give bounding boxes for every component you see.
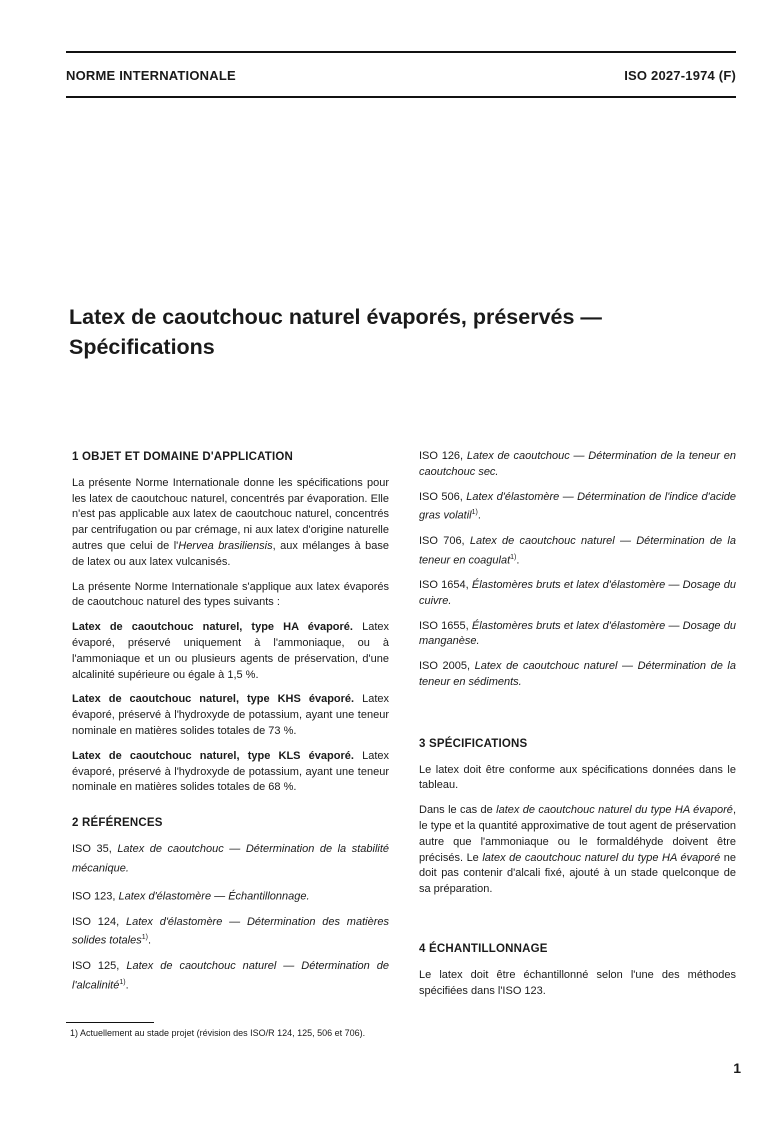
section-1-p1-text-b: , aux mélanges à base de latex ou aux latex vulcanisés. xyxy=(72,539,389,568)
reference-number: ISO 126, xyxy=(419,450,467,462)
reference-item xyxy=(419,659,736,691)
type-ha-paragraph xyxy=(72,620,389,683)
type-khs-text: Latex évaporé, préservé à l'hydroxyde de potassium, ayant une teneur nominale en matières solides totales de 73 %. xyxy=(72,693,389,737)
section-3-paragraph-1: Le latex doit être conforme aux spécifications données dans le tableau. xyxy=(419,763,736,792)
title-line-1: Latex de caoutchouc naturel évaporés, préservés — xyxy=(69,305,602,329)
section-4-paragraph-1: Le latex doit être échantillonné selon l'une des méthodes spécifiées dans l'ISO 123. xyxy=(419,968,736,997)
reference-title: Élastomères bruts et latex d'élastomère — Dosage du manganèse. xyxy=(419,619,736,648)
reference-item: ISO 125, Latex de caoutchouc naturel — Détermination de l'alcalinité$^{1)}$. xyxy=(72,959,389,992)
reference-note: 1) xyxy=(471,509,478,517)
reference-title: Latex de caoutchouc — Détermination de la stabilité mécanique. xyxy=(72,842,389,875)
title-line-2: Spécifications xyxy=(69,335,215,359)
reference-number: ISO 1654, xyxy=(419,579,472,592)
reference-number: ISO 35, xyxy=(72,842,118,855)
reference-note: 1) xyxy=(141,934,148,942)
page-number: 1 xyxy=(733,1060,741,1076)
document-title xyxy=(69,302,709,362)
reference-item: ISO 706, Latex de caoutchouc naturel — Détermination de la teneur en coagulat$^{1)}$. xyxy=(419,534,736,567)
reference-title: Latex d'élastomère — Échantillonnage. xyxy=(118,890,310,903)
reference-number: ISO 123, xyxy=(72,890,119,903)
section-3-p2-italic-1: latex de caoutchouc naturel du type HA évaporé xyxy=(496,804,733,817)
type-kls-label: Latex de caoutchouc naturel, type KLS évaporé. xyxy=(72,749,354,762)
reference-number: ISO 506, xyxy=(419,490,467,503)
section-1-heading: 1 OBJET ET DOMAINE D'APPLICATION xyxy=(72,451,294,463)
section-3-paragraph-2 xyxy=(419,803,736,898)
reference-title: Latex de caoutchouc naturel — Détermination de l'alcalinité xyxy=(72,959,389,992)
reference-item: ISO 124, Latex d'élastomère — Détermination des matières solides totales$^{1)}$. xyxy=(72,915,389,948)
section-1-p1-text-a: La présente Norme Internationale donne les spécifications pour les latex de caoutchouc naturel, concentrés par évaporation. Elle n'est pas applicable aux latex de caoutchouc naturel, concentrés par centrifugation ou par crémage, ni aux latex d'origine naturelle autres que celui de l' xyxy=(72,476,389,552)
footnote: 1) Actuellement au stade projet (révision des ISO/R 124, 125, 506 et 706). xyxy=(70,1028,366,1038)
section-1-paragraph-1 xyxy=(72,476,389,571)
type-ha-label: Latex de caoutchouc naturel, type HA évaporé. xyxy=(72,621,353,634)
type-ha-text: Latex évaporé, préservé uniquement à l'ammoniaque, ou à l'ammoniaque et un ou plusieurs agents de préservation, d'une alcalinité supérieure ou égale à 1,5 %. xyxy=(72,621,389,681)
reference-title: Latex de caoutchouc naturel — Détermination de la teneur en coagulat xyxy=(419,534,736,567)
section-3-p2-text-a: Dans le cas de xyxy=(419,804,497,817)
right-column xyxy=(419,449,736,1008)
reference-number: ISO 125, xyxy=(72,959,127,972)
reference-title: Latex d'élastomère — Détermination de l'indice d'acide gras volatil xyxy=(419,490,736,523)
type-khs-label: Latex de caoutchouc naturel, type KHS évaporé. xyxy=(72,693,355,706)
reference-item xyxy=(72,886,389,905)
reference-number: ISO 124, xyxy=(72,915,126,928)
reference-number: ISO 1655, xyxy=(419,619,472,632)
reference-number: ISO 706, xyxy=(419,534,470,547)
reference-item: ISO 506, Latex d'élastomère — Détermination de l'indice d'acide gras volatil$^{1)}$. xyxy=(419,490,736,523)
reference-item xyxy=(419,619,736,651)
section-1-p1-italic: Hervea brasiliensis xyxy=(178,539,273,552)
section-4-heading: 4 ÉCHANTILLONNAGE xyxy=(419,943,548,956)
section-3-p2-text-c: ne doit pas contenir d'alcali fixé, ajouté à un stade quelconque de sa préparation. xyxy=(419,851,737,896)
section-3-heading: 3 SPÉCIFICATIONS xyxy=(419,737,528,750)
header-left: NORME INTERNATIONALE xyxy=(66,68,236,83)
reference-title: Latex de caoutchouc — Détermination de la teneur en caoutchouc sec. xyxy=(419,450,736,478)
type-khs-paragraph xyxy=(72,692,389,739)
type-kls-text: Latex évaporé, préservé à l'hydroxyde de potassium, ayant une teneur nominale en matières solides totales de 68 %. xyxy=(72,749,390,794)
left-column xyxy=(72,450,389,1003)
header-right: ISO 2027-1974 (F) xyxy=(624,68,736,83)
header-bottom-rule xyxy=(66,96,736,98)
footnote-rule xyxy=(66,1022,154,1023)
reference-item xyxy=(72,842,389,877)
reference-note: 1) xyxy=(510,553,517,561)
reference-title: Latex de caoutchouc naturel — Détermination de la teneur en sédiments. xyxy=(419,660,736,689)
type-kls-paragraph xyxy=(72,749,389,796)
reference-item xyxy=(419,449,736,481)
header-top-rule xyxy=(66,51,736,53)
section-2-heading: 2 RÉFÉRENCES xyxy=(72,817,163,830)
reference-item xyxy=(419,578,736,610)
reference-number: ISO 2005, xyxy=(419,660,475,673)
section-1-paragraph-2: La présente Norme Internationale s'applique aux latex évaporés de caoutchouc naturel des types suivants : xyxy=(72,580,389,609)
reference-note: 1) xyxy=(119,978,126,986)
reference-title: Latex d'élastomère — Détermination des matières solides totales xyxy=(72,915,389,948)
section-3-p2-italic-2: latex de caoutchouc naturel du type HA évaporé xyxy=(482,851,721,864)
reference-title: Élastomères bruts et latex d'élastomère — Dosage du cuivre. xyxy=(419,579,736,607)
section-3-p2-text-b: , le type et la quantité approximative de tout agent de préservation autre que l'ammoniaque ou le formaldéhyde doivent être précisés. Le xyxy=(419,804,736,864)
